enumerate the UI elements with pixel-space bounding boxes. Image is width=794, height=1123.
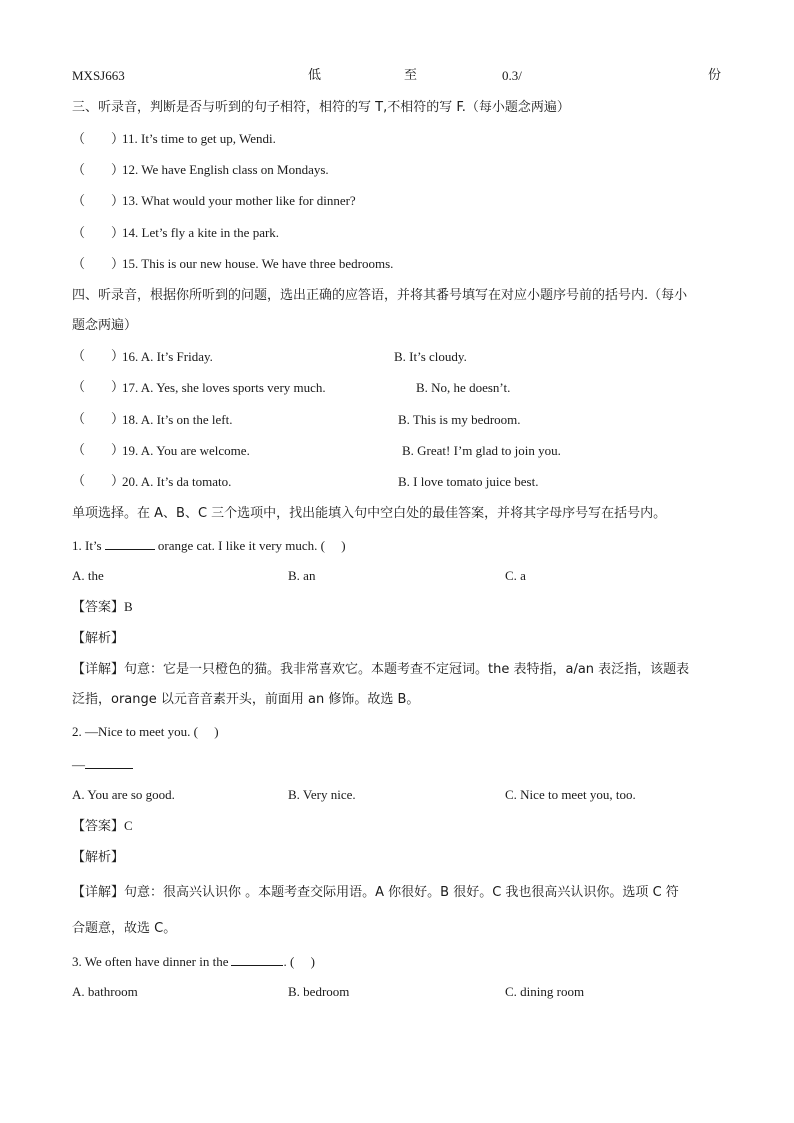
section3-title: 三、听录音，判断是否与听到的句子相符，相符的写 T,不相符的写 F.（每小题念两遍） [72, 100, 570, 115]
reply-dash: — [72, 757, 85, 772]
option-b: B. Very nice. [288, 787, 356, 802]
question-2: 2. —Nice to meet you. ( ) [72, 724, 219, 739]
option-b: B. It’s cloudy. [394, 349, 467, 364]
section5-title: 单项选择。在 A、B、C 三个选项中，找出能填入句中空白处的最佳答案，并将其字母序号写在括号内。 [72, 506, 667, 521]
list-item [72, 193, 722, 210]
answer-tag: 【答案】 [72, 819, 125, 834]
header-row [72, 68, 722, 84]
answer-paren: （ ） [72, 474, 125, 489]
detail-text: 句意：它是一只橙色的猫。我非常喜欢它。本题考查不定冠词。the 表特指，a/an 表泛指，该题表 [124, 662, 690, 677]
list-item [72, 349, 722, 365]
answer-paren: （ ） [72, 349, 125, 364]
list-item [72, 131, 722, 148]
options-row [72, 568, 722, 584]
list-item [72, 380, 722, 396]
option-b: B. bedroom [288, 984, 350, 999]
option-b: B. This is my bedroom. [398, 412, 521, 427]
list-item [72, 412, 722, 428]
header-unit: 份 [708, 68, 722, 83]
answer-tag: 【答案】 [72, 600, 125, 615]
detail-line-2: 合题意，故选 C。 [72, 921, 177, 936]
detail-line-2: 泛指，orange 以元音音素开头，前面用 an 修饰。故选 B。 [72, 692, 420, 707]
reply-line [72, 756, 722, 773]
option-b: B. an [288, 568, 316, 583]
answer-blank [231, 953, 283, 966]
detail-line-1 [72, 661, 722, 678]
detail-text: 句意：很高兴认识你 。本题考查交际用语。A 你很好。B 很好。C 我也很高兴认识你。选项 C 符 [124, 885, 679, 900]
answer-line [72, 599, 722, 616]
question-text-pre: 1. It’s [72, 538, 102, 553]
option-b: B. I love tomato juice best. [398, 474, 539, 489]
question-text-post: orange cat. I like it very much. ( ) [154, 538, 346, 553]
list-item [72, 225, 722, 242]
item-text: 13. What would your mother like for dinner? [122, 193, 356, 208]
question-text-pre: 3. We often have dinner in the [72, 954, 229, 969]
answer-paren: （ ） [72, 257, 125, 272]
question-3 [72, 953, 722, 970]
analysis-tag: 【解析】 [72, 631, 125, 646]
option-a: A. the [72, 568, 104, 583]
item-text: 11. It’s time to get up, Wendi. [122, 131, 276, 146]
detail-line-1 [72, 884, 722, 901]
question-text-post: . ( ) [283, 954, 315, 969]
analysis-line [72, 630, 722, 647]
question-1 [72, 537, 722, 554]
options-row [72, 787, 722, 803]
list-item [72, 162, 722, 179]
option-c: C. dining room [505, 984, 585, 999]
header-low: 低 [308, 68, 322, 83]
answer-paren: （ ） [72, 380, 125, 395]
answer-paren: （ ） [72, 226, 125, 241]
answer-paren: （ ） [72, 163, 125, 178]
list-item [72, 474, 722, 490]
option-a: 16. A. It’s Friday. [122, 349, 213, 364]
option-a: 17. A. Yes, she loves sports very much. [122, 380, 326, 395]
answer-paren: （ ） [72, 443, 125, 458]
item-text: 15. This is our new house. We have three bedrooms. [122, 256, 394, 271]
list-item [72, 443, 722, 459]
header-to: 至 [404, 68, 418, 83]
answer-paren: （ ） [72, 194, 125, 209]
answer-paren: （ ） [72, 412, 125, 427]
option-a: 19. A. You are welcome. [122, 443, 250, 458]
detail-tag: 【详解】 [72, 885, 125, 900]
option-a: 20. A. It’s da tomato. [122, 474, 232, 489]
answer-value: C [124, 818, 133, 833]
answer-value: B [124, 599, 133, 614]
item-text: 14. Let’s fly a kite in the park. [122, 225, 280, 240]
option-b: B. No, he doesn’t. [416, 380, 511, 395]
section4-title-line2: 题念两遍） [72, 318, 138, 333]
option-a: A. You are so good. [72, 787, 175, 802]
option-a: 18. A. It’s on the left. [122, 412, 233, 427]
analysis-line [72, 849, 722, 866]
option-c: C. a [505, 568, 526, 583]
option-b: B. Great! I’m glad to join you. [402, 443, 561, 458]
option-a: A. bathroom [72, 984, 138, 999]
section4-title-line1: 四、听录音，根据你所听到的问题，选出正确的应答语，并将其番号填写在对应小题序号前的括号内.（每小 [72, 288, 688, 303]
header-price: 0.3/ [502, 68, 522, 83]
list-item [72, 256, 722, 273]
answer-line [72, 818, 722, 835]
answer-paren: （ ） [72, 132, 125, 147]
answer-blank [85, 756, 133, 769]
analysis-tag: 【解析】 [72, 850, 125, 865]
doc-code: MXSJ663 [72, 68, 125, 83]
answer-blank [105, 537, 155, 550]
item-text: 12. We have English class on Mondays. [122, 162, 329, 177]
detail-tag: 【详解】 [72, 662, 125, 677]
options-row [72, 984, 722, 1000]
option-c: C. Nice to meet you, too. [505, 787, 636, 802]
